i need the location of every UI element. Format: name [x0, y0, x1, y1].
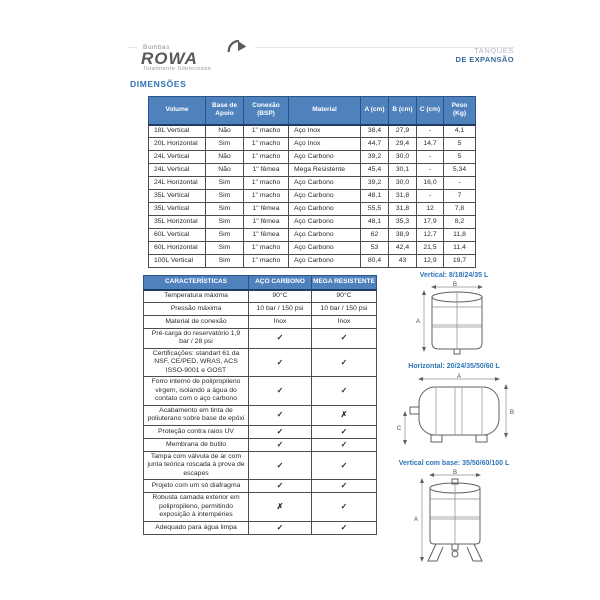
table-cell: - [417, 164, 444, 177]
table-cell: 1" macho [244, 151, 289, 164]
table-cell: 4,1 [444, 125, 476, 138]
table-cell: Sim [206, 138, 244, 151]
table-cell: ✓ [249, 348, 312, 376]
table-cell: 39,2 [361, 151, 389, 164]
column-header: C (cm) [417, 97, 444, 125]
dimensions-table [148, 96, 476, 268]
dimensions-table-head [149, 97, 476, 125]
table-cell: 35L Vertical [149, 203, 206, 216]
table-cell: - [417, 125, 444, 138]
table-cell: 60L Horizontal [149, 242, 206, 255]
table-cell: ✓ [312, 438, 377, 451]
table-cell: Aço Carbono [289, 177, 361, 190]
table-cell: 42,4 [389, 242, 417, 255]
column-header: CARACTERÍSTICAS [144, 276, 249, 290]
features-table-head [144, 276, 377, 290]
table-cell: 90°C [312, 290, 377, 303]
table-row [149, 177, 476, 190]
table-row [149, 229, 476, 242]
table-cell: 11,4 [444, 242, 476, 255]
table-cell: 5 [444, 138, 476, 151]
table-cell: 12,7 [417, 229, 444, 242]
table-row [149, 203, 476, 216]
table-row [149, 255, 476, 268]
table-cell: 48,1 [361, 216, 389, 229]
table-cell: 38,9 [389, 229, 417, 242]
table-cell: ✓ [249, 377, 312, 405]
table-cell: 16,0 [417, 177, 444, 190]
table-row [144, 316, 377, 329]
logo-top-text: Bombas [143, 44, 170, 51]
table-cell: Aço Carbono [289, 203, 361, 216]
table-cell: Aço Carbono [289, 216, 361, 229]
table-cell: 1" macho [244, 242, 289, 255]
table-cell: 24L Horizontal [149, 177, 206, 190]
table-cell: Inox [312, 316, 377, 329]
table-cell: ✓ [312, 493, 377, 521]
table-cell: 1" macho [244, 177, 289, 190]
table-cell: 24L Vertical [149, 164, 206, 177]
logo-swoosh-icon [227, 40, 249, 53]
diagram-title-horizontal: Horizontal: 20/24/35/50/60 L [408, 363, 500, 370]
table-cell: Adequado para água limpa [144, 521, 249, 534]
table-cell: ✓ [249, 405, 312, 425]
table-cell: Sim [206, 229, 244, 242]
table-cell: 10 bar / 150 psi [312, 303, 377, 316]
table-cell: 48,1 [361, 190, 389, 203]
table-cell: 19,7 [444, 255, 476, 268]
table-cell: 39,2 [361, 177, 389, 190]
table-cell: 30,0 [389, 177, 417, 190]
table-row [149, 125, 476, 138]
table-cell: 53 [361, 242, 389, 255]
dimensions-table-body [149, 125, 476, 268]
table-cell: Sim [206, 255, 244, 268]
table-cell: 27,9 [389, 125, 417, 138]
table-cell: 5,34 [444, 164, 476, 177]
table-row [149, 216, 476, 229]
table-cell: 1" fêmea [244, 203, 289, 216]
table-cell: ✗ [312, 405, 377, 425]
table-cell: ✓ [249, 521, 312, 534]
table-cell: 29,4 [389, 138, 417, 151]
table-cell: Forro interno de polipropileno virgem, isolando a água do contato com o aço carbono [144, 377, 249, 405]
table-cell: Certificações: standart 61 da NSF, CE/PED, WRAS, ACS ISSO-9001 e GOST [144, 348, 249, 376]
table-cell: 12,9 [417, 255, 444, 268]
table-cell: 21,5 [417, 242, 444, 255]
table-cell: - [417, 151, 444, 164]
table-cell: 17,9 [417, 216, 444, 229]
table-cell: 7 [444, 190, 476, 203]
column-header: Volume [149, 97, 206, 125]
table-row [149, 164, 476, 177]
table-cell: Acabamento em tinta de poliuterano sobre base de epóxi [144, 405, 249, 425]
vertical-tank-diagram [394, 281, 514, 355]
dim-label-b: B [452, 470, 458, 476]
table-cell: Sim [206, 216, 244, 229]
table-cell: 1" fêmea [244, 164, 289, 177]
table-cell: 31,8 [389, 190, 417, 203]
features-table-header-row [144, 276, 377, 290]
diagram-title-vertical: Vertical: 8/18/24/35 L [419, 272, 489, 279]
table-cell: ✓ [312, 348, 377, 376]
table-cell: 31,8 [389, 203, 417, 216]
table-row [149, 138, 476, 151]
table-cell: Sim [206, 190, 244, 203]
table-cell: Material de conexão [144, 316, 249, 329]
table-cell: 18L Vertical [149, 125, 206, 138]
dim-label-b: B [509, 410, 515, 416]
table-cell: ✓ [249, 329, 312, 349]
table-cell: Aço Carbono [289, 151, 361, 164]
table-cell: 11,8 [444, 229, 476, 242]
column-header: Peso (Kg) [444, 97, 476, 125]
dim-label-a: A [456, 374, 462, 380]
dim-label-a: A [415, 319, 421, 325]
table-cell: 35L Horizontal [149, 216, 206, 229]
table-cell: Membrana de butilo [144, 438, 249, 451]
table-cell: 1" macho [244, 125, 289, 138]
table-cell: 1" macho [244, 138, 289, 151]
table-cell: Mega Resistente [289, 164, 361, 177]
section-title-dimensoes: DIMENSÕES [130, 79, 187, 89]
table-row [144, 405, 377, 425]
column-header: Base de Apoio [206, 97, 244, 125]
table-row [144, 290, 377, 303]
table-cell: - [444, 177, 476, 190]
table-cell: ✓ [249, 451, 312, 479]
title-line1: TANQUES [474, 46, 514, 55]
dimensions-table-header-row [149, 97, 476, 125]
table-row [144, 348, 377, 376]
table-cell: 8,2 [444, 216, 476, 229]
column-header: AÇO CARBONO [249, 276, 312, 290]
logo-brand-text: ROWA [141, 49, 198, 68]
features-table-body [144, 290, 377, 535]
table-row [149, 190, 476, 203]
diagram-title-vertical-base: Vertical com base: 35/50/60/100 L [398, 460, 510, 467]
table-cell: ✓ [312, 425, 377, 438]
table-cell: Sim [206, 242, 244, 255]
table-cell: 60L Vertical [149, 229, 206, 242]
table-row [144, 480, 377, 493]
vertical-base-tank-diagram [394, 469, 514, 565]
table-cell: 45,4 [361, 164, 389, 177]
table-cell: 1" macho [244, 190, 289, 203]
features-table [143, 275, 377, 535]
table-cell: ✓ [249, 425, 312, 438]
column-header: A (cm) [361, 97, 389, 125]
table-row [144, 493, 377, 521]
table-cell: Aço Carbono [289, 190, 361, 203]
dim-label-c: C [396, 426, 402, 432]
table-cell: Aço Inox [289, 138, 361, 151]
table-cell: 12 [417, 203, 444, 216]
table-cell: 14,7 [417, 138, 444, 151]
column-header: MEGA RESISTENTE [312, 276, 377, 290]
table-cell: 30,1 [389, 164, 417, 177]
table-cell: ✓ [312, 521, 377, 534]
table-cell: 30,0 [389, 151, 417, 164]
table-cell: 44,7 [361, 138, 389, 151]
table-cell: 1" macho [244, 255, 289, 268]
table-cell: Tampa com válvula de ar com junta teórica roscada à prova de escapes [144, 451, 249, 479]
table-cell: ✓ [249, 480, 312, 493]
table-row [144, 451, 377, 479]
table-cell: ✓ [312, 480, 377, 493]
table-cell: Sim [206, 203, 244, 216]
table-row [149, 242, 476, 255]
table-cell: 38,4 [361, 125, 389, 138]
tank-diagrams [388, 272, 520, 573]
table-cell: ✓ [312, 377, 377, 405]
table-cell: Pressão máxima [144, 303, 249, 316]
table-cell: ✗ [249, 493, 312, 521]
table-cell: Não [206, 151, 244, 164]
table-cell: 10 bar / 150 psi [249, 303, 312, 316]
table-cell: 62 [361, 229, 389, 242]
table-cell: Inox [249, 316, 312, 329]
table-cell: Temperatura máxima [144, 290, 249, 303]
column-header: B (cm) [389, 97, 417, 125]
dim-label-a: A [413, 517, 419, 523]
table-cell: 24L Vertical [149, 151, 206, 164]
table-cell: 100L Vertical [149, 255, 206, 268]
table-cell: Não [206, 125, 244, 138]
table-cell: Robusta camada exterior em polipropileno, permitindo exposição à intempéries [144, 493, 249, 521]
table-cell: Aço Carbono [289, 229, 361, 242]
column-header: Conexão (BSP) [244, 97, 289, 125]
table-cell: 80,4 [361, 255, 389, 268]
table-row [144, 425, 377, 438]
table-cell: 90°C [249, 290, 312, 303]
table-cell: 1" fêmea [244, 229, 289, 242]
table-row [144, 377, 377, 405]
table-cell: 43 [389, 255, 417, 268]
column-header: Material [289, 97, 361, 125]
table-row [144, 521, 377, 534]
table-cell: ✓ [312, 451, 377, 479]
dim-label-b: B [452, 282, 458, 288]
table-cell: 35,3 [389, 216, 417, 229]
table-cell: Aço Carbono [289, 242, 361, 255]
rowa-logo [137, 42, 255, 74]
table-cell: 5 [444, 151, 476, 164]
table-row [144, 438, 377, 451]
table-cell: 20L Horizontal [149, 138, 206, 151]
table-cell: - [417, 190, 444, 203]
table-cell: ✓ [249, 438, 312, 451]
table-cell: Sim [206, 177, 244, 190]
table-row [144, 303, 377, 316]
table-row [149, 151, 476, 164]
logo-tagline: Totalmente Silenciosas [143, 66, 212, 72]
table-cell: Pré-carga do reservatório 1,9 bar / 28 psi [144, 329, 249, 349]
table-cell: Aço Carbono [289, 255, 361, 268]
document-title [456, 46, 514, 64]
table-cell: 7,8 [444, 203, 476, 216]
horizontal-tank-diagram [389, 372, 519, 452]
table-cell: 1" fêmea [244, 216, 289, 229]
table-cell: ✓ [312, 329, 377, 349]
title-line2: DE EXPANSÃO [455, 55, 514, 64]
table-cell: Não [206, 164, 244, 177]
table-row [144, 329, 377, 349]
table-cell: 35L Vertical [149, 190, 206, 203]
table-cell: Proteção contra raios UV [144, 425, 249, 438]
table-cell: Projeto com um só diafragma [144, 480, 249, 493]
table-cell: 55,5 [361, 203, 389, 216]
table-cell: Aço Inox [289, 125, 361, 138]
